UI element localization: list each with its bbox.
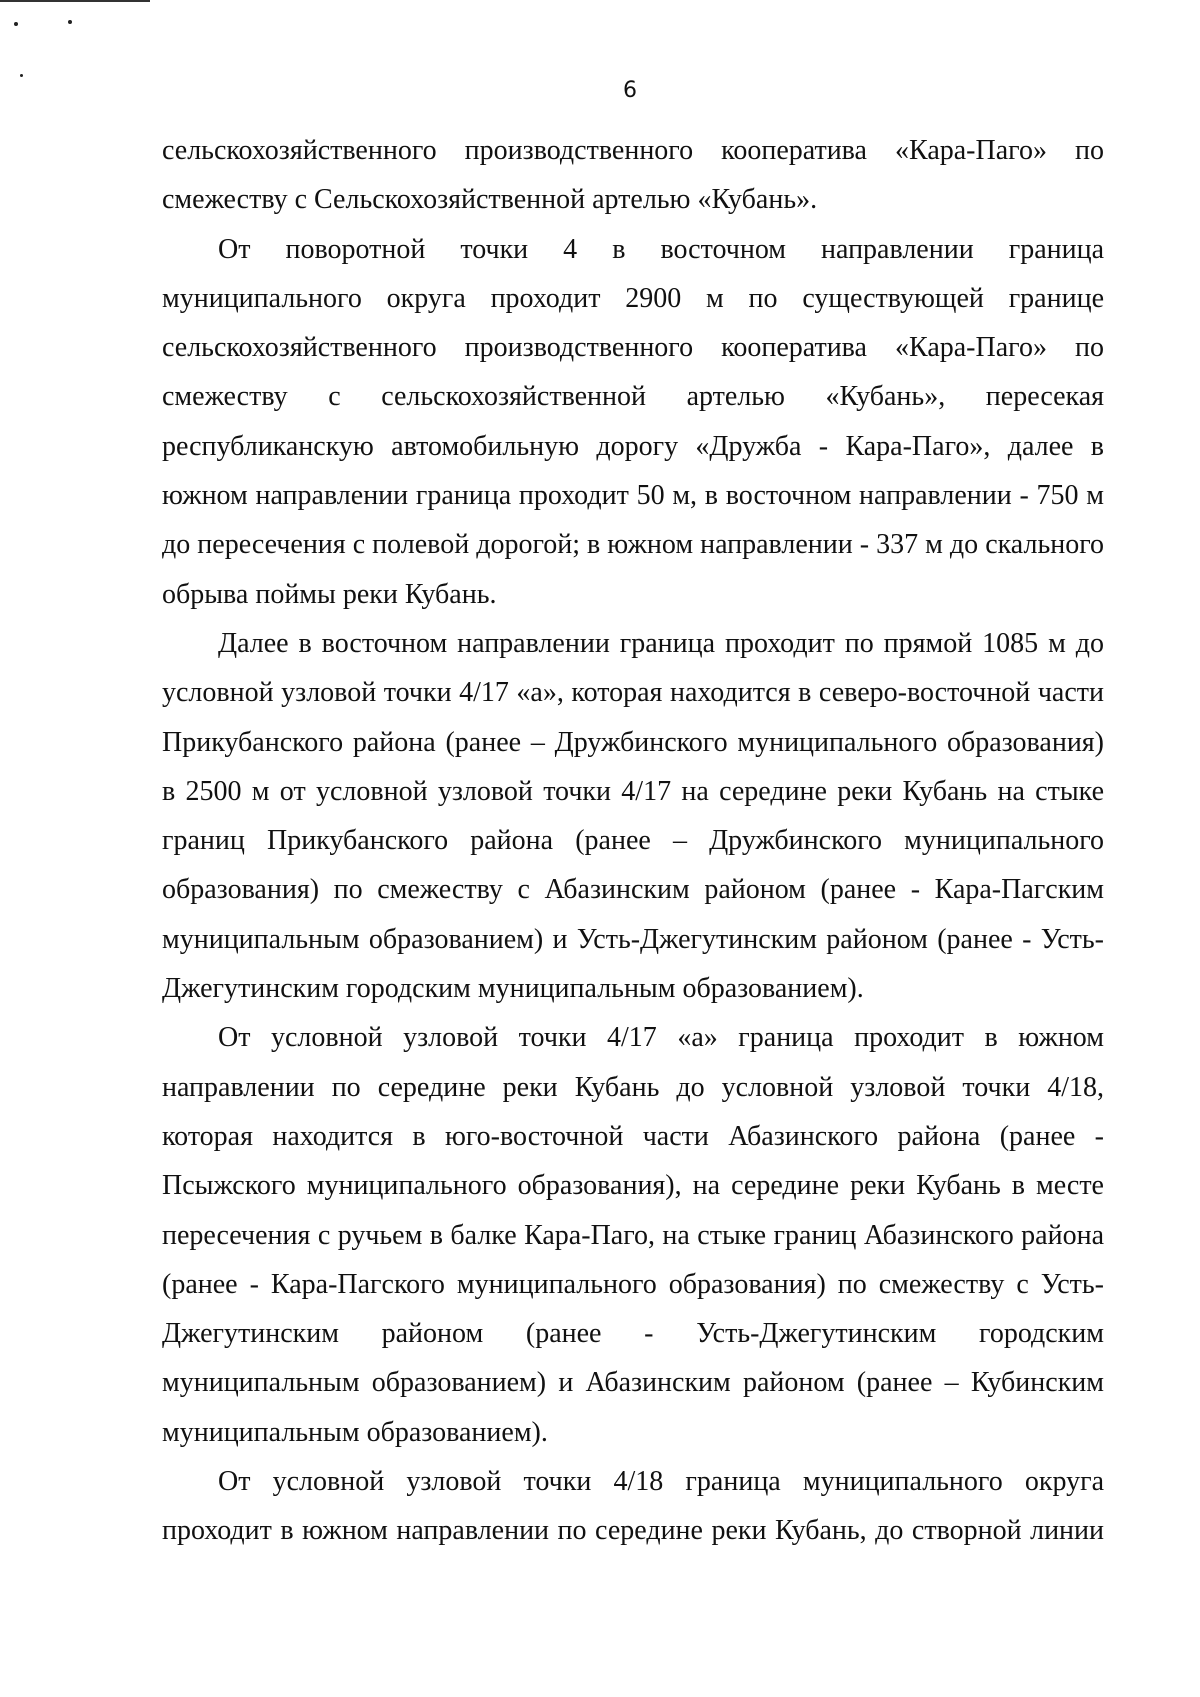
page-number: 6 — [623, 78, 637, 103]
paragraph: сельскохозяйственного производственного кооператива «Кара-Паго» по смежеству с Сельскохозяйственной артелью «Кубань». — [162, 135, 1104, 216]
paragraph: Далее в восточном направлении граница проходит по прямой 1085 м до условной узловой точки 4/17 «а», которая находится в северо-восточной части Прикубанского района (ранее – Дружбинского муниципального образования) в 2500 м от условной узловой точки 4/17 на середине реки Кубань на стыке границ Прикубанского района (ранее – Дружбинского муниципального образования) по смежеству с Абазинским районом (ранее - Кара-Пагским муниципальным образованием) и Усть-Джегутинским районом (ранее - Усть-Джегутинским городским муниципальным образованием). — [162, 627, 1104, 1005]
paragraph: От поворотной точки 4 в восточном направлении граница муниципального округа проходит 2900 м по существующей границе сельскохозяйственного производственного кооператива «Кара-Паго» по смежеству с сельскохозяйственной артелью «Кубань», пересекая республиканскую автомобильную дорогу «Дружба - Кара-Паго», далее в южном направлении граница проходит 50 м, в восточном направлении - 750 м до пересечения с полевой дорогой; в южном направлении - 337 м до скального обрыва поймы реки Кубань. — [162, 233, 1104, 610]
paragraph: От условной узловой точки 4/17 «а» граница проходит в южном направлении по середине реки Кубань до условной узловой точки 4/18, которая находится в юго-восточной части Абазинского района (ранее - Псыжского муниципального образования), на середине реки Кубань в месте пересечения с ручьем в балке Кара-Паго, на стыке границ Абазинского района (ранее - Кара-Пагского муниципального образования) по смежеству с Усть-Джегутинским районом (ранее - Усть-Джегутинским городским муниципальным образованием) и Абазинским районом (ранее – Кубинским муниципальным образованием). — [162, 1022, 1104, 1448]
scan-speck — [68, 20, 72, 24]
document-body — [162, 126, 1104, 1556]
scan-speck — [20, 74, 23, 77]
scan-edge-line — [0, 0, 150, 2]
scan-speck — [14, 22, 18, 26]
paragraph: От условной узловой точки 4/18 граница муниципального округа проходит в южном направлении по середине реки Кубань, до створной линии — [162, 1466, 1104, 1547]
